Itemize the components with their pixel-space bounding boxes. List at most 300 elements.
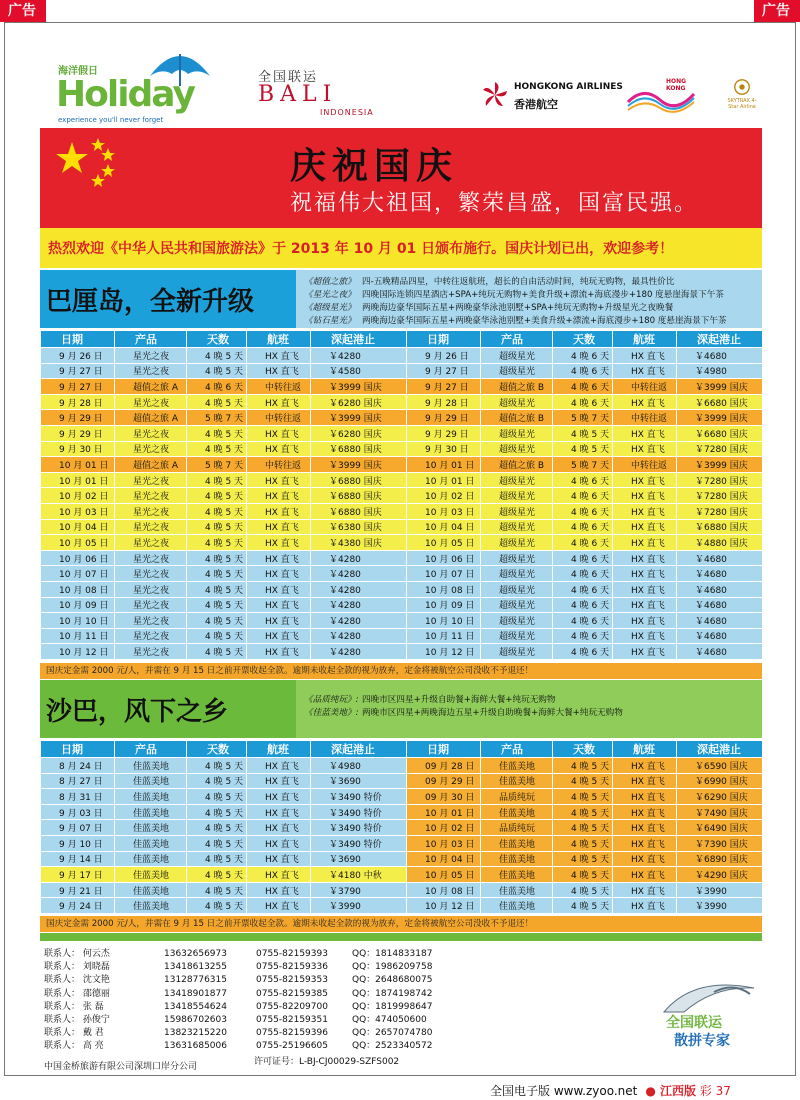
table-cell: 佳蓝美地 — [481, 773, 553, 789]
table-cell: ￥6880 国庆 — [311, 503, 407, 519]
holiday-big-text: Holiday — [56, 74, 194, 115]
contact-phone: 0755-82159393 — [256, 949, 328, 959]
table-cell: ￥6990 国庆 — [677, 773, 763, 789]
table-cell: 佳蓝美地 — [481, 758, 553, 774]
table-cell: 9 月 24 日 — [41, 898, 115, 914]
table-cell: 4 晚 5 天 — [187, 789, 247, 805]
table-row — [41, 503, 763, 519]
table-cell: 4 晚 5 天 — [187, 898, 247, 914]
contact-phone: 0755-82159351 — [256, 1014, 328, 1025]
contact-mobile: 13418613255 — [164, 962, 227, 973]
license-number: 许可证号：L-BJ-CJ00029-SZFS002 — [254, 1057, 400, 1067]
column-header: 日期 — [41, 741, 115, 758]
table-cell: 9 月 28 日 — [407, 394, 481, 410]
table-cell: 星光之夜 — [115, 550, 187, 566]
banner-subtitle: 祝福伟大祖国，繁荣昌盛，国富民强。 — [290, 191, 699, 216]
table-cell: HX 直飞 — [613, 628, 677, 644]
column-header: 航班 — [613, 741, 677, 758]
bali-deposit-note: 国庆定金需 2000 元/人，并需在 9 月 15 日之前开票收起全款。逾期未收起全款的视为放弃，定金将被航空公司没收不予退还！ — [40, 663, 762, 679]
table-cell: ￥6680 国庆 — [677, 394, 763, 410]
table-cell: 8 月 24 日 — [41, 758, 115, 774]
table-cell: 星光之夜 — [115, 644, 187, 660]
table-cell: ￥3999 国庆 — [311, 379, 407, 395]
table-cell: HX 直飞 — [613, 835, 677, 851]
table-cell: 佳蓝美地 — [115, 867, 187, 883]
table-cell: HX 直飞 — [247, 581, 311, 597]
table-cell: ￥4290 国庆 — [677, 867, 763, 883]
table-cell: 4 晚 5 天 — [187, 488, 247, 504]
table-cell: 佳蓝美地 — [115, 820, 187, 836]
table-cell: 10 月 08 日 — [407, 882, 481, 898]
table-cell: 超级星光 — [481, 394, 553, 410]
table-cell: 星光之夜 — [115, 613, 187, 629]
table-cell: HX 直飞 — [247, 613, 311, 629]
hk-airlines-en: HONGKONG AIRLINES — [514, 82, 623, 92]
table-cell: HX 直飞 — [247, 804, 311, 820]
table-cell: HX 直飞 — [247, 882, 311, 898]
table-cell: 4 晚 5 天 — [187, 882, 247, 898]
table-cell: HX 直飞 — [247, 789, 311, 805]
table-row — [41, 773, 763, 789]
table-cell: 4 晚 5 天 — [187, 535, 247, 551]
table-cell: HX 直飞 — [247, 535, 311, 551]
contact-phone: 0755-82209700 — [256, 1001, 328, 1012]
table-cell: HX 直飞 — [247, 488, 311, 504]
notice-banner — [40, 228, 762, 268]
table-cell: 4 晚 5 天 — [187, 348, 247, 364]
table-cell: ￥3990 — [311, 898, 407, 914]
contact-mobile: 13632656973 — [164, 949, 227, 959]
brand-logo-line2: 散拼专家 — [674, 1033, 730, 1049]
table-row — [41, 758, 763, 774]
table-cell: 10 月 05 日 — [407, 535, 481, 551]
table-cell: ￥4980 — [311, 758, 407, 774]
table-cell: 4 晚 6 天 — [553, 566, 613, 582]
bali-schedule-table — [40, 330, 763, 660]
table-cell: 4 晚 6 天 — [553, 488, 613, 504]
brand-logo — [654, 972, 764, 1052]
table-cell: HX 直飞 — [613, 550, 677, 566]
contact-row — [44, 1014, 604, 1027]
table-cell: ￥4280 — [311, 581, 407, 597]
table-cell: ￥7280 国庆 — [677, 441, 763, 457]
column-header: 航班 — [247, 331, 311, 348]
table-cell: HX 直飞 — [247, 898, 311, 914]
contact-row — [44, 1001, 604, 1014]
bali-logo — [258, 66, 408, 116]
table-row — [41, 820, 763, 836]
table-cell: 4 晚 5 天 — [187, 566, 247, 582]
table-cell: 中转往返 — [247, 457, 311, 473]
contact-name: 联系人： 沈文艳 — [44, 975, 110, 986]
holiday-small-text: 海洋假日 — [58, 66, 98, 77]
table-cell: 星光之夜 — [115, 503, 187, 519]
table-cell: ￥6890 国庆 — [677, 851, 763, 867]
table-cell: 超级星光 — [481, 613, 553, 629]
table-cell: 星光之夜 — [115, 566, 187, 582]
table-cell: 星光之夜 — [115, 597, 187, 613]
sabah-deposit-note: 国庆定金需 2000 元/人，并需在 9 月 15 日之前开票收起全款。逾期未收起全款的视为放弃，定金将被航空公司没收不予退还！ — [40, 916, 762, 932]
flag-stars-icon — [54, 134, 134, 194]
contact-name: 联系人： 邵德丽 — [44, 988, 110, 999]
table-cell: 超级星光 — [481, 535, 553, 551]
table-cell: 10 月 06 日 — [41, 550, 115, 566]
product-desc-row — [304, 707, 760, 720]
table-cell: ￥6880 国庆 — [311, 488, 407, 504]
contact-name: 联系人： 戴 君 — [44, 1028, 104, 1039]
table-cell: 4 晚 5 天 — [553, 789, 613, 805]
celebration-banner — [40, 128, 762, 228]
bali-sub-text: INDONESIA — [320, 108, 374, 117]
table-cell: 4 晚 5 天 — [187, 820, 247, 836]
contact-name: 联系人： 张 磊 — [44, 1001, 104, 1012]
table-cell: ￥3990 — [677, 898, 763, 914]
table-cell: HX 直飞 — [247, 425, 311, 441]
column-header: 深起港止 — [311, 741, 407, 758]
table-cell: 9 月 27 日 — [407, 363, 481, 379]
contact-name: 联系人： 刘晓磊 — [44, 962, 110, 973]
company-info — [44, 1054, 604, 1072]
table-cell: ￥6590 国庆 — [677, 758, 763, 774]
table-cell: ￥7280 国庆 — [677, 503, 763, 519]
contact-phone: 0755-82159385 — [256, 988, 328, 999]
contact-name: 联系人： 何云杰 — [44, 949, 110, 959]
table-cell: HX 直飞 — [613, 644, 677, 660]
contact-row — [44, 948, 604, 961]
table-cell: 10 月 04 日 — [41, 519, 115, 535]
table-cell: 中转往返 — [613, 379, 677, 395]
table-cell: HX 直飞 — [613, 851, 677, 867]
table-cell: 品质纯玩 — [481, 820, 553, 836]
logo-strip — [40, 40, 762, 126]
table-cell: 4 晚 5 天 — [187, 581, 247, 597]
contact-phone: 0755-82159353 — [256, 975, 328, 986]
table-cell: 9 月 27 日 — [41, 363, 115, 379]
table-cell: 超值之旅 B — [481, 379, 553, 395]
table-cell: HX 直飞 — [247, 503, 311, 519]
table-cell: ￥4680 — [677, 644, 763, 660]
table-cell: 4 晚 5 天 — [187, 628, 247, 644]
table-cell: 佳蓝美地 — [115, 882, 187, 898]
table-cell: 09 月 30 日 — [407, 789, 481, 805]
table-cell: 佳蓝美地 — [115, 773, 187, 789]
table-cell: HX 直飞 — [247, 867, 311, 883]
product-desc-key: 《超值之旅》 — [304, 277, 356, 287]
table-cell: HX 直飞 — [613, 566, 677, 582]
table-cell: HX 直飞 — [613, 613, 677, 629]
table-row — [41, 566, 763, 582]
hk-airlines-cn: 香港航空 — [514, 98, 558, 111]
table-cell: HX 直飞 — [613, 519, 677, 535]
product-desc-value: 两晚海边豪华国际五星+两晚豪华泳池别墅+SPA+纯玩无购物+升级星光之夜晚餐 — [362, 303, 674, 313]
table-cell: ￥3490 特价 — [311, 789, 407, 805]
contact-row — [44, 988, 604, 1001]
sabah-section-title: 沙巴，风下之乡 — [46, 696, 229, 727]
product-desc-key: 《超级星光》 — [304, 303, 356, 313]
table-cell: 超级星光 — [481, 472, 553, 488]
table-cell: 8 月 31 日 — [41, 789, 115, 805]
table-cell: 4 晚 5 天 — [187, 773, 247, 789]
table-cell: 10 月 03 日 — [407, 503, 481, 519]
table-cell: 09 月 28 日 — [407, 758, 481, 774]
product-desc-key: 《佳蓝美地》: — [304, 708, 359, 718]
product-desc-value: 两晚海边豪华国际五星+两晚豪华泳池别墅+美食升级+漂流+海底漫步+180 度悬崖海景下午茶 — [362, 316, 727, 326]
table-cell: ￥4280 — [311, 550, 407, 566]
table-row — [41, 472, 763, 488]
table-cell: 10 月 11 日 — [41, 628, 115, 644]
table-cell: ￥3999 国庆 — [311, 410, 407, 426]
table-cell: ￥4680 — [677, 566, 763, 582]
table-cell: 星光之夜 — [115, 472, 187, 488]
table-cell: 4 晚 5 天 — [553, 898, 613, 914]
table-cell: 9 月 26 日 — [407, 348, 481, 364]
table-cell: ￥6490 国庆 — [677, 820, 763, 836]
table-cell: 10 月 08 日 — [41, 581, 115, 597]
table-cell: 佳蓝美地 — [115, 789, 187, 805]
table-cell: 超级星光 — [481, 425, 553, 441]
table-cell: 佳蓝美地 — [115, 898, 187, 914]
table-cell: 10 月 02 日 — [407, 820, 481, 836]
table-cell: ￥7390 国庆 — [677, 835, 763, 851]
table-cell: 佳蓝美地 — [115, 835, 187, 851]
table-cell: ￥3490 特价 — [311, 804, 407, 820]
bauhinia-icon — [480, 80, 510, 110]
notice-text: 热烈欢迎《中华人民共和国旅游法》于 2013 年 10 月 01 日颁布施行。国庆计划已出，欢迎参考！ — [48, 241, 674, 257]
table-row — [41, 535, 763, 551]
table-cell: HX 直飞 — [247, 363, 311, 379]
table-cell: ￥6280 国庆 — [311, 425, 407, 441]
table-cell: HX 直飞 — [613, 581, 677, 597]
table-cell: ￥3690 — [311, 773, 407, 789]
table-cell: 4 晚 5 天 — [187, 644, 247, 660]
table-cell: 4 晚 6 天 — [553, 613, 613, 629]
table-cell: 佳蓝美地 — [115, 758, 187, 774]
star-badge-icon — [733, 78, 751, 96]
table-row — [41, 804, 763, 820]
table-cell: 10 月 09 日 — [407, 597, 481, 613]
table-cell: 10 月 11 日 — [407, 628, 481, 644]
table-cell: HX 直飞 — [247, 348, 311, 364]
table-cell: 星光之夜 — [115, 348, 187, 364]
skytrax-logo — [724, 78, 760, 118]
table-cell: HX 直飞 — [247, 851, 311, 867]
table-cell: 4 晚 5 天 — [553, 851, 613, 867]
column-header: 深起港止 — [677, 741, 763, 758]
bali-big-text: BALI — [258, 82, 338, 107]
table-cell: 4 晚 6 天 — [553, 363, 613, 379]
table-cell: HX 直飞 — [247, 566, 311, 582]
table-cell: 超级星光 — [481, 597, 553, 613]
table-cell: ￥3490 特价 — [311, 835, 407, 851]
table-cell: ￥7280 国庆 — [677, 472, 763, 488]
holiday-tagline: experience you'll never forget — [58, 116, 164, 124]
contact-qq: QQ：1814833187 — [352, 949, 433, 959]
table-cell: ￥6290 国庆 — [677, 789, 763, 805]
table-cell: 超级星光 — [481, 363, 553, 379]
table-cell: 10 月 10 日 — [41, 613, 115, 629]
table-cell: ￥4680 — [677, 348, 763, 364]
page-footer — [490, 1082, 731, 1099]
table-cell: 4 晚 5 天 — [187, 867, 247, 883]
table-cell: 4 晚 5 天 — [187, 472, 247, 488]
contact-row — [44, 974, 604, 987]
table-cell: 10 月 12 日 — [407, 644, 481, 660]
table-cell: HX 直飞 — [247, 758, 311, 774]
column-header: 航班 — [247, 741, 311, 758]
contact-qq: QQ：2523340572 — [352, 1041, 433, 1052]
sabah-product-descriptions — [304, 694, 760, 720]
contact-mobile: 13418554624 — [164, 1001, 227, 1012]
contact-qq: QQ：1874198742 — [352, 988, 433, 999]
table-cell: 9 月 21 日 — [41, 882, 115, 898]
table-cell: 佳蓝美地 — [481, 835, 553, 851]
table-row — [41, 394, 763, 410]
table-cell: 8 月 27 日 — [41, 773, 115, 789]
table-cell: HX 直飞 — [613, 789, 677, 805]
table-cell: ￥7490 国庆 — [677, 804, 763, 820]
table-cell: 超级星光 — [481, 348, 553, 364]
table-cell: 10 月 06 日 — [407, 550, 481, 566]
table-cell: 4 晚 6 天 — [553, 472, 613, 488]
table-cell: 星光之夜 — [115, 519, 187, 535]
table-row — [41, 597, 763, 613]
table-cell: HX 直飞 — [613, 535, 677, 551]
table-cell: 佳蓝美地 — [115, 804, 187, 820]
table-cell: 4 晚 5 天 — [553, 758, 613, 774]
banner-title: 庆祝国庆 — [290, 146, 459, 187]
hongkong-brand-logo — [626, 76, 696, 116]
table-cell: 10 月 01 日 — [407, 804, 481, 820]
column-header: 航班 — [613, 331, 677, 348]
table-cell: 10 月 03 日 — [41, 503, 115, 519]
table-cell: 09 月 29 日 — [407, 773, 481, 789]
table-row — [41, 644, 763, 660]
hongkong-airlines-logo — [480, 78, 650, 118]
table-cell: ￥4280 — [311, 348, 407, 364]
table-cell: 星光之夜 — [115, 441, 187, 457]
table-cell: 4 晚 5 天 — [187, 519, 247, 535]
table-cell: 10 月 09 日 — [41, 597, 115, 613]
product-desc-row — [304, 276, 760, 289]
table-cell: 星光之夜 — [115, 394, 187, 410]
product-desc-key: 《品质纯玩》: — [304, 695, 359, 705]
contact-qq: QQ：1986209758 — [352, 962, 433, 973]
table-cell: 10 月 02 日 — [407, 488, 481, 504]
table-cell: HX 直飞 — [613, 363, 677, 379]
table-cell: 4 晚 6 天 — [553, 644, 613, 660]
table-cell: 超级星光 — [481, 519, 553, 535]
table-cell: 超级星光 — [481, 566, 553, 582]
column-header: 产品 — [115, 331, 187, 348]
table-cell: 星光之夜 — [115, 488, 187, 504]
table-cell: HX 直飞 — [247, 597, 311, 613]
contact-mobile: 13631685006 — [164, 1041, 227, 1052]
contact-mobile: 13128776315 — [164, 975, 227, 986]
table-cell: 10 月 08 日 — [407, 581, 481, 597]
ad-label-left: 广告 — [0, 0, 46, 22]
table-row — [41, 379, 763, 395]
table-cell: ￥4980 — [677, 363, 763, 379]
table-cell: 4 晚 5 天 — [553, 882, 613, 898]
table-cell: 10 月 01 日 — [407, 472, 481, 488]
table-cell: 4 晚 5 天 — [187, 597, 247, 613]
brand-logo-line1: 全国联运 — [666, 1015, 722, 1031]
table-cell: 4 晚 5 天 — [553, 441, 613, 457]
contact-name: 联系人： 高 亮 — [44, 1041, 104, 1052]
table-cell: 4 晚 5 天 — [187, 835, 247, 851]
table-cell: 4 晚 5 天 — [187, 613, 247, 629]
table-cell: 9 月 29 日 — [41, 410, 115, 426]
table-cell: HX 直飞 — [613, 820, 677, 836]
table-cell: HX 直飞 — [247, 441, 311, 457]
table-header-row — [41, 741, 763, 758]
column-header: 产品 — [481, 741, 553, 758]
table-cell: 10 月 01 日 — [41, 472, 115, 488]
table-cell: 5 晚 7 天 — [187, 457, 247, 473]
table-cell: ￥4280 — [311, 613, 407, 629]
table-cell: ￥4680 — [677, 581, 763, 597]
ad-label-right: 广告 — [754, 0, 800, 22]
table-cell: 4 晚 5 天 — [187, 851, 247, 867]
table-cell: HX 直飞 — [247, 644, 311, 660]
table-cell: 4 晚 5 天 — [553, 835, 613, 851]
table-cell: ￥4680 — [677, 597, 763, 613]
table-cell: ￥6680 国庆 — [677, 425, 763, 441]
table-cell: 佳蓝美地 — [481, 882, 553, 898]
hk-brand-text: HONG KONG — [666, 78, 687, 92]
skytrax-text: SKYTRAX 4-Star Airline — [727, 98, 757, 110]
table-cell: ￥6880 国庆 — [311, 441, 407, 457]
product-desc-key: 《钻石星光》 — [304, 316, 356, 326]
table-row — [41, 581, 763, 597]
table-cell: ￥6880 国庆 — [677, 519, 763, 535]
table-cell: 中转往返 — [247, 410, 311, 426]
table-cell: 10 月 02 日 — [41, 488, 115, 504]
table-cell: 佳蓝美地 — [481, 804, 553, 820]
table-cell: ￥3490 特价 — [311, 820, 407, 836]
holiday-logo — [56, 46, 196, 126]
table-cell: ￥4680 — [677, 550, 763, 566]
table-cell: HX 直飞 — [613, 348, 677, 364]
table-cell: ￥3690 — [311, 851, 407, 867]
table-cell: ￥3999 国庆 — [677, 410, 763, 426]
table-cell: 9 月 07 日 — [41, 820, 115, 836]
table-cell: HX 直飞 — [613, 867, 677, 883]
table-cell: 超级星光 — [481, 628, 553, 644]
table-cell: 4 晚 5 天 — [553, 425, 613, 441]
table-cell: 9 月 17 日 — [41, 867, 115, 883]
table-cell: 超值之旅 A — [115, 457, 187, 473]
table-cell: 超级星光 — [481, 644, 553, 660]
contact-qq: QQ：2648680075 — [352, 975, 433, 986]
product-desc-value: 两晚市区四星+两晚海边五星+升级自助晚餐+海鲜大餐+纯玩无购物 — [362, 708, 623, 718]
product-desc-value: 四-五晚精品四星，中转往返航班，超长的自由活动时间，纯玩无购物，最具性价比 — [362, 277, 675, 287]
contact-qq: QQ：2657074780 — [352, 1028, 433, 1039]
table-cell: 4 晚 6 天 — [553, 394, 613, 410]
table-cell: 9 月 30 日 — [407, 441, 481, 457]
table-row — [41, 789, 763, 805]
table-cell: ￥6280 国庆 — [311, 394, 407, 410]
table-cell: HX 直飞 — [613, 441, 677, 457]
table-cell: 4 晚 6 天 — [553, 503, 613, 519]
table-cell: 9 月 03 日 — [41, 804, 115, 820]
column-header: 天数 — [553, 741, 613, 758]
table-row — [41, 882, 763, 898]
table-cell: ￥3790 — [311, 882, 407, 898]
table-cell: 超值之旅 A — [115, 410, 187, 426]
table-cell: HX 直飞 — [613, 773, 677, 789]
table-cell: 10 月 12 日 — [41, 644, 115, 660]
